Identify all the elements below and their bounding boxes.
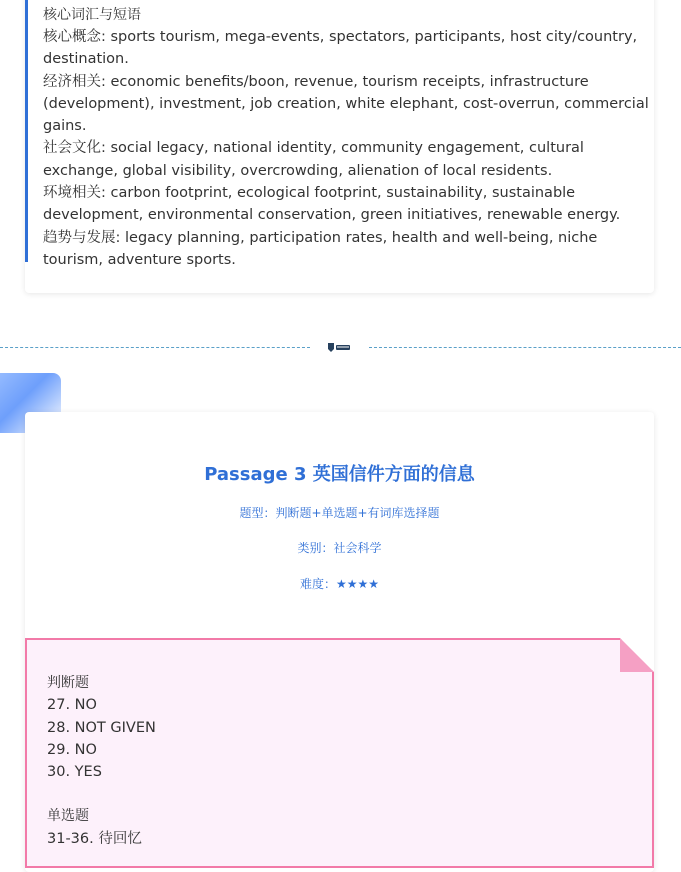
answers-box (25, 638, 654, 868)
vocab-list (25, 0, 654, 268)
passage-category: 类别：社会科学 (297, 541, 382, 555)
answers-content (47, 672, 156, 850)
divider-line-left (0, 347, 310, 348)
vocab-line-trends: 趋势与发展: legacy planning, participation rates, health and well-being, niche tourism, adventure sports. (43, 229, 598, 268)
vocab-line-core-concepts: 核心概念: sports tourism, mega-events, spectators, participants, host city/country, destination. (43, 29, 638, 68)
passage-question-types: 题型：判断题+单选题+有词库选择题 (239, 506, 440, 520)
tfng-heading: 判断题 (47, 675, 89, 691)
answer-item: 28. NOT GIVEN (47, 719, 156, 736)
logo-badge-icon (326, 342, 352, 353)
answer-item: 30. YES (47, 764, 102, 781)
divider-line-right (369, 347, 681, 348)
answer-item: 27. NO (47, 697, 97, 714)
answer-item: 29. NO (47, 741, 97, 758)
mc-heading: 单选题 (47, 808, 89, 825)
passage-title: Passage 3 英国信件方面的信息 (204, 464, 475, 485)
vocab-heading: 核心词汇与短语 (43, 7, 141, 23)
vocab-card (25, 0, 654, 293)
vocab-line-economy: 经济相关: economic benefits/boon, revenue, tourism receipts, infrastructure (development), investment, job creation, white elephant, cost-overrun, commercial gains. (43, 73, 649, 135)
page-fold-corner (620, 638, 654, 672)
section-divider (0, 341, 681, 355)
spacer (47, 783, 156, 805)
answer-item: 31-36. 待回忆 (47, 830, 142, 847)
passage-difficulty: 难度：★★★★ (299, 577, 380, 591)
vocab-line-environment: 环境相关: carbon footprint, ecological footprint, sustainability, sustainable development, environmental conservation, green initiatives, renewable energy. (43, 185, 621, 224)
vocab-line-society-culture: 社会文化: social legacy, national identity, community engagement, cultural exchange, global visibility, overcrowding, alienation of local residents. (43, 140, 584, 179)
